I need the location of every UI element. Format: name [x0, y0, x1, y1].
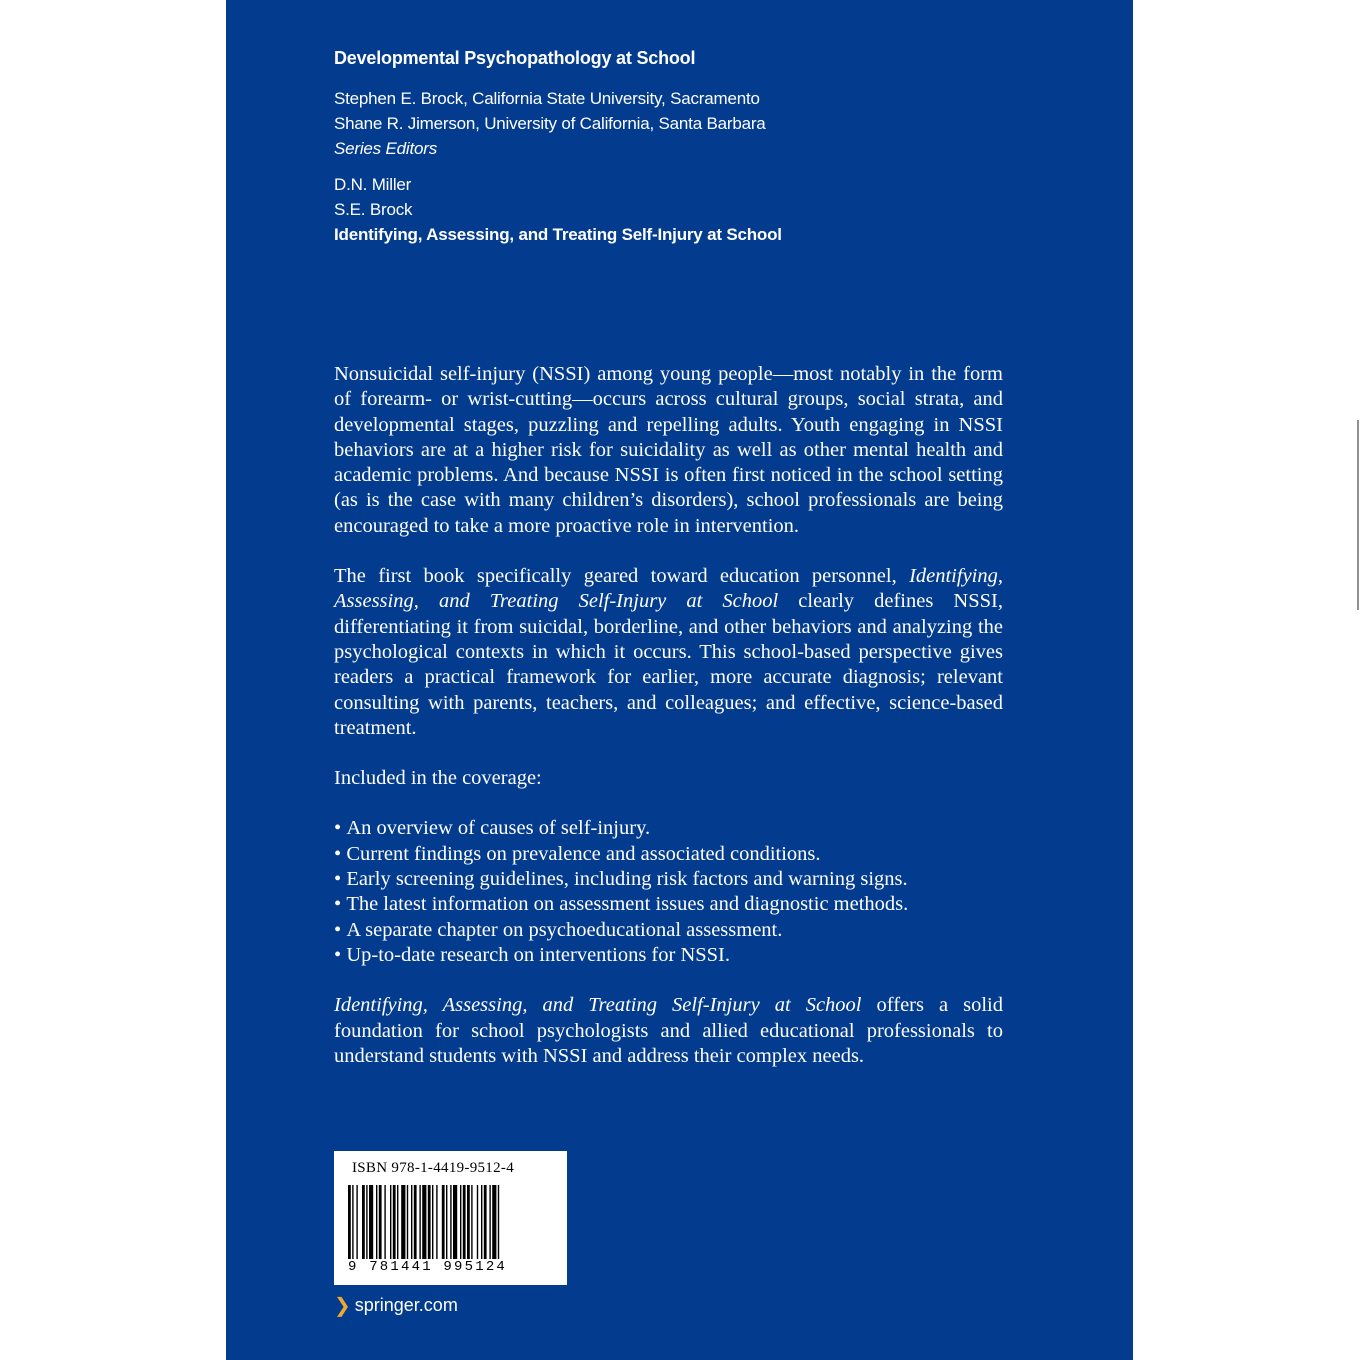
barcode-bar — [481, 1185, 482, 1259]
isbn-label: ISBN 978-1-4419-9512-4 — [352, 1160, 515, 1176]
coverage-item: • A separate chapter on psychoeducational assessment. — [334, 918, 1003, 943]
blurb-paragraph-4 — [334, 993, 1003, 1069]
coverage-item: • The latest information on assessment issues and diagnostic methods. — [334, 892, 1003, 917]
barcode-bar — [390, 1185, 391, 1259]
coverage-item: • Early screening guidelines, including risk factors and warning signs. — [334, 867, 1003, 892]
barcode-bar — [419, 1185, 420, 1259]
blurb-paragraph-2-start: The first book specifically geared toward education personnel, — [334, 565, 910, 588]
chevron-right-icon: ❯ — [334, 1295, 351, 1317]
barcode-bar — [432, 1185, 433, 1259]
barcode-bar — [498, 1185, 499, 1259]
publisher-link[interactable] — [334, 1293, 458, 1318]
series-editors-role: Series Editors — [334, 139, 438, 158]
barcode-bar — [460, 1185, 461, 1259]
author-2: S.E. Brock — [334, 200, 413, 219]
blurb-paragraph-4-title: Identifying, Assessing, and Treating Self-Injury at School — [334, 994, 862, 1017]
barcode-bar — [401, 1185, 405, 1259]
barcode-bar — [414, 1185, 417, 1259]
barcode-bar — [428, 1185, 431, 1259]
coverage-list — [334, 816, 1003, 968]
series-editor-2: Shane R. Jimerson, University of California, Santa Barbara — [334, 114, 766, 133]
blurb-paragraph-2-title: Identifying, Assessing, and Treating Self-Injury at School — [334, 565, 1003, 613]
barcode-bar — [407, 1185, 408, 1259]
barcode-bar — [492, 1185, 496, 1259]
barcode-bar — [484, 1185, 487, 1259]
barcode-bar — [356, 1185, 357, 1259]
barcode-image — [348, 1185, 553, 1259]
barcode-bar — [471, 1185, 472, 1259]
barcode-bar — [442, 1185, 445, 1259]
book-authors — [334, 172, 782, 247]
barcode-bar — [348, 1185, 351, 1259]
series-editor-1: Stephen E. Brock, California State University, Sacramento — [334, 89, 760, 108]
coverage-item: • An overview of causes of self-injury. — [334, 816, 1003, 841]
barcode-bar — [384, 1185, 385, 1259]
barcode-bar — [379, 1185, 382, 1259]
barcode-bar — [467, 1185, 470, 1259]
barcode-bar — [477, 1185, 478, 1259]
series-editors — [334, 86, 766, 161]
book-title: Identifying, Assessing, and Treating Self-Injury at School — [334, 225, 782, 244]
blurb-paragraph-2-rest: clearly defines NSSI, differentiating it from suicidal, borderline, and other behaviors and analyzing the psychological contexts in which it occurs. This school-based perspective gives readers a practical framework for earlier, more accurate diagnosis; relevant consulting with parents, teachers, and colleagues; and effective, science-based treatment. — [334, 590, 1003, 739]
blurb-paragraph-4-rest: offers a solid foundation for school psychologists and allied educational professionals to understand students with NSSI and address their complex needs. — [334, 994, 1004, 1067]
blurb-paragraph-1: Nonsuicidal self-injury (NSSI) among young people—most notably in the form of forearm- or wrist-cutting—occurs across cultural groups, social strata, and developmental stages, puzzling and repelling adults. Youth engaging in NSSI behaviors are at a higher risk for suicidality as well as other mental health and academic problems. And because NSSI is often first noticed in the school setting (as is the case with many children’s disorders), school professionals are being encouraged to take a more proactive role in intervention. — [334, 363, 1003, 537]
blurb-text — [334, 362, 1003, 1094]
barcode-bar — [362, 1185, 365, 1259]
barcode-bar — [463, 1185, 466, 1259]
blurb-paragraph-3: Included in the coverage: — [334, 767, 542, 790]
book-back-cover — [226, 0, 1133, 1360]
barcode-bar — [376, 1185, 377, 1259]
barcode-bar — [393, 1185, 396, 1259]
barcode-bar — [397, 1185, 398, 1259]
isbn-barcode-box — [334, 1151, 567, 1285]
barcode-bar — [411, 1185, 412, 1259]
barcode-bar — [446, 1185, 447, 1259]
barcode-bar — [366, 1185, 367, 1259]
barcode-bar — [453, 1185, 457, 1259]
publisher-url: springer.com — [354, 1295, 458, 1315]
series-title: Developmental Psychopathology at School — [334, 48, 696, 68]
coverage-item: • Current findings on prevalence and associated conditions. — [334, 842, 1003, 867]
barcode-bar — [489, 1185, 490, 1259]
barcode-bar — [369, 1185, 373, 1259]
blurb-paragraph-2 — [334, 564, 1003, 741]
barcode-bar — [450, 1185, 451, 1259]
barcode-digits: 9 781441 995124 — [348, 1259, 508, 1275]
coverage-item: • Up-to-date research on interventions for NSSI. — [334, 943, 1003, 968]
cover-edge-shadow — [1357, 420, 1359, 610]
barcode-bar — [422, 1185, 426, 1259]
barcode-bar — [436, 1185, 437, 1259]
barcode-bar — [352, 1185, 353, 1259]
author-1: D.N. Miller — [334, 175, 412, 194]
